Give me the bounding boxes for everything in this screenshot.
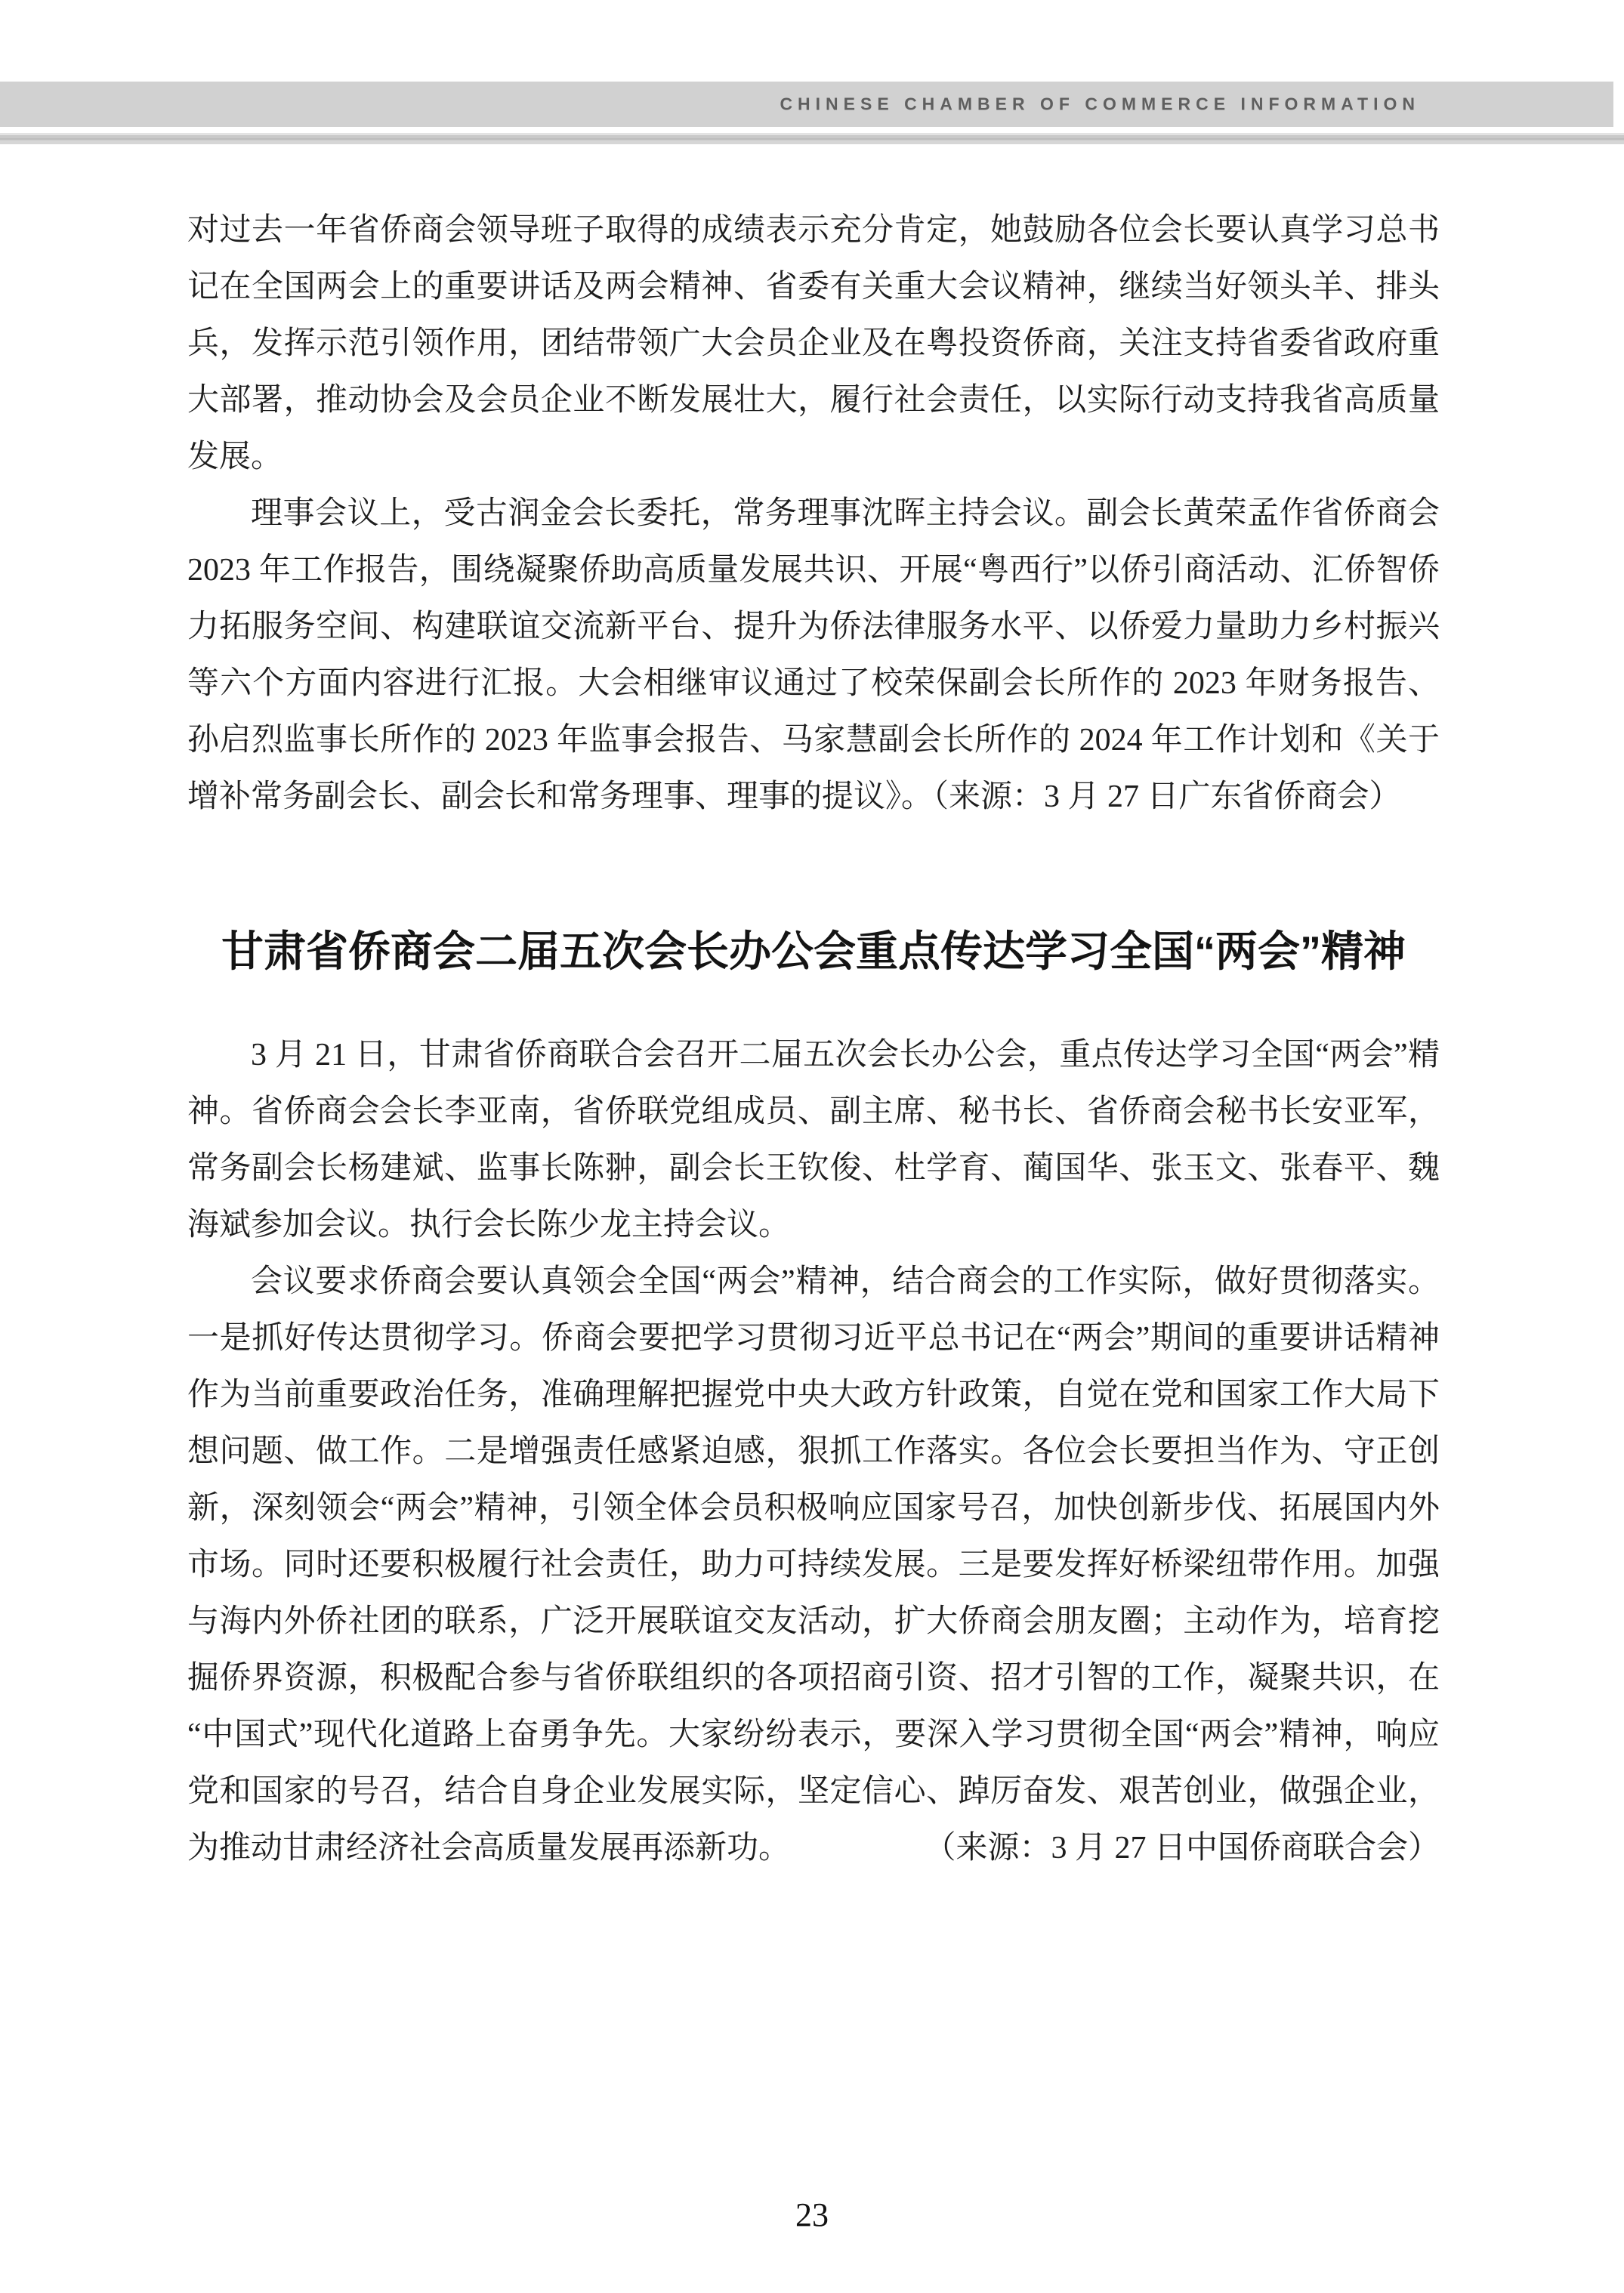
paragraph-gansu-attendees: 3 月 21 日，甘肃省侨商联合会召开二届五次会长办公会，重点传达学习全国“两会”精神。省侨商会会长李亚南，省侨联党组成员、副主席、秘书长、省侨商会秘书长安亚军，常务副会长杨建斌、监事长陈翀，副会长王钦俊、杜学育、蔺国华、张玉文、张春平、魏海斌参加会议。执行会长陈少龙主持会议。 bbox=[187, 1038, 1440, 1242]
paragraph-guangdong-continued: 对过去一年省侨商会领导班子取得的成绩表示充分肯定，她鼓励各位会长要认真学习总书记在全国两会上的重要讲话及两会精神、省委有关重大会议精神，继续当好领头羊、排头兵，发挥示范引领作用，团结带领广大会员企业及在粤投资侨商，关注支持省委省政府重大部署，推动协会及会员企业不断发展壮大，履行社会责任，以实际行动支持我省高质量发展。 bbox=[187, 213, 1440, 474]
page-number: 23 bbox=[795, 2196, 829, 2233]
header-band bbox=[0, 82, 1613, 127]
source-attribution: （来源：3 月 27 日中国侨商联合会） bbox=[924, 1831, 1440, 1866]
paragraph-gansu-requirements-text: 会议要求侨商会要认真领会全国“两会”精神，结合商会的工作实际，做好贯彻落实。一是抓好传达贯彻学习。侨商会要把学习贯彻习近平总书记在“两会”期间的重要讲话精神作为当前重要政治任务，准确理解把握党中央大政方针政策，自觉在党和国家工作大局下想问题、做工作。二是增强责任感紧迫感，狠抓工作落实。各位会长要担当作为、守正创新，深刻领会“两会”精神，引领全体会员积极响应国家号召，加快创新步伐、拓展国内外市场。同时还要积极履行社会责任，助力可持续发展。三是要发挥好桥梁纽带作用。加强与海内外侨社团的联系，广泛开展联谊交友活动，扩大侨商会朋友圈；主动作为，培育挖掘侨界资源，积极配合参与省侨联组织的各项招商引资、招才引智的工作，凝聚共识，在“中国式”现代化道路上奋勇争先。大家纷纷表示，要深入学习贯彻全国“两会”精神，响应党和国家的号召，结合自身企业发展实际，坚定信心、踔厉奋发、艰苦创业，做强企业，为推动甘肃经济社会高质量发展再添新功。 bbox=[187, 1264, 1440, 1866]
header-banner-text: CHINESE CHAMBER OF COMMERCE INFORMATION bbox=[780, 94, 1420, 114]
page-body bbox=[187, 202, 1440, 1877]
header-divider-stripes bbox=[0, 133, 1624, 144]
article-title-gansu: 甘肃省侨商会二届五次会长办公会重点传达学习全国“两会”精神 bbox=[221, 927, 1406, 975]
paragraph-guangdong-council-meeting: 理事会议上，受古润金会长委托，常务理事沈晖主持会议。副会长黄荣孟作省侨商会 2023 年工作报告，围绕凝聚侨助高质量发展共识、开展“粤西行”以侨引商活动、汇侨智侨力拓服务空间、构建联谊交流新平台、提升为侨法律服务水平、以侨爱力量助力乡村振兴等六个方面内容进行汇报。大会相继审议通过了校荣保副会长所作的 2023 年财务报告、孙启烈监事长所作的 2023 年监事会报告、马家慧副会长所作的 2024 年工作计划和《关于增补常务副会长、副会长和常务理事、理事的提议》。（来源：3 月 27 日广东省侨商会） bbox=[187, 496, 1440, 814]
paragraph-gansu-requirements bbox=[187, 1254, 1440, 1877]
